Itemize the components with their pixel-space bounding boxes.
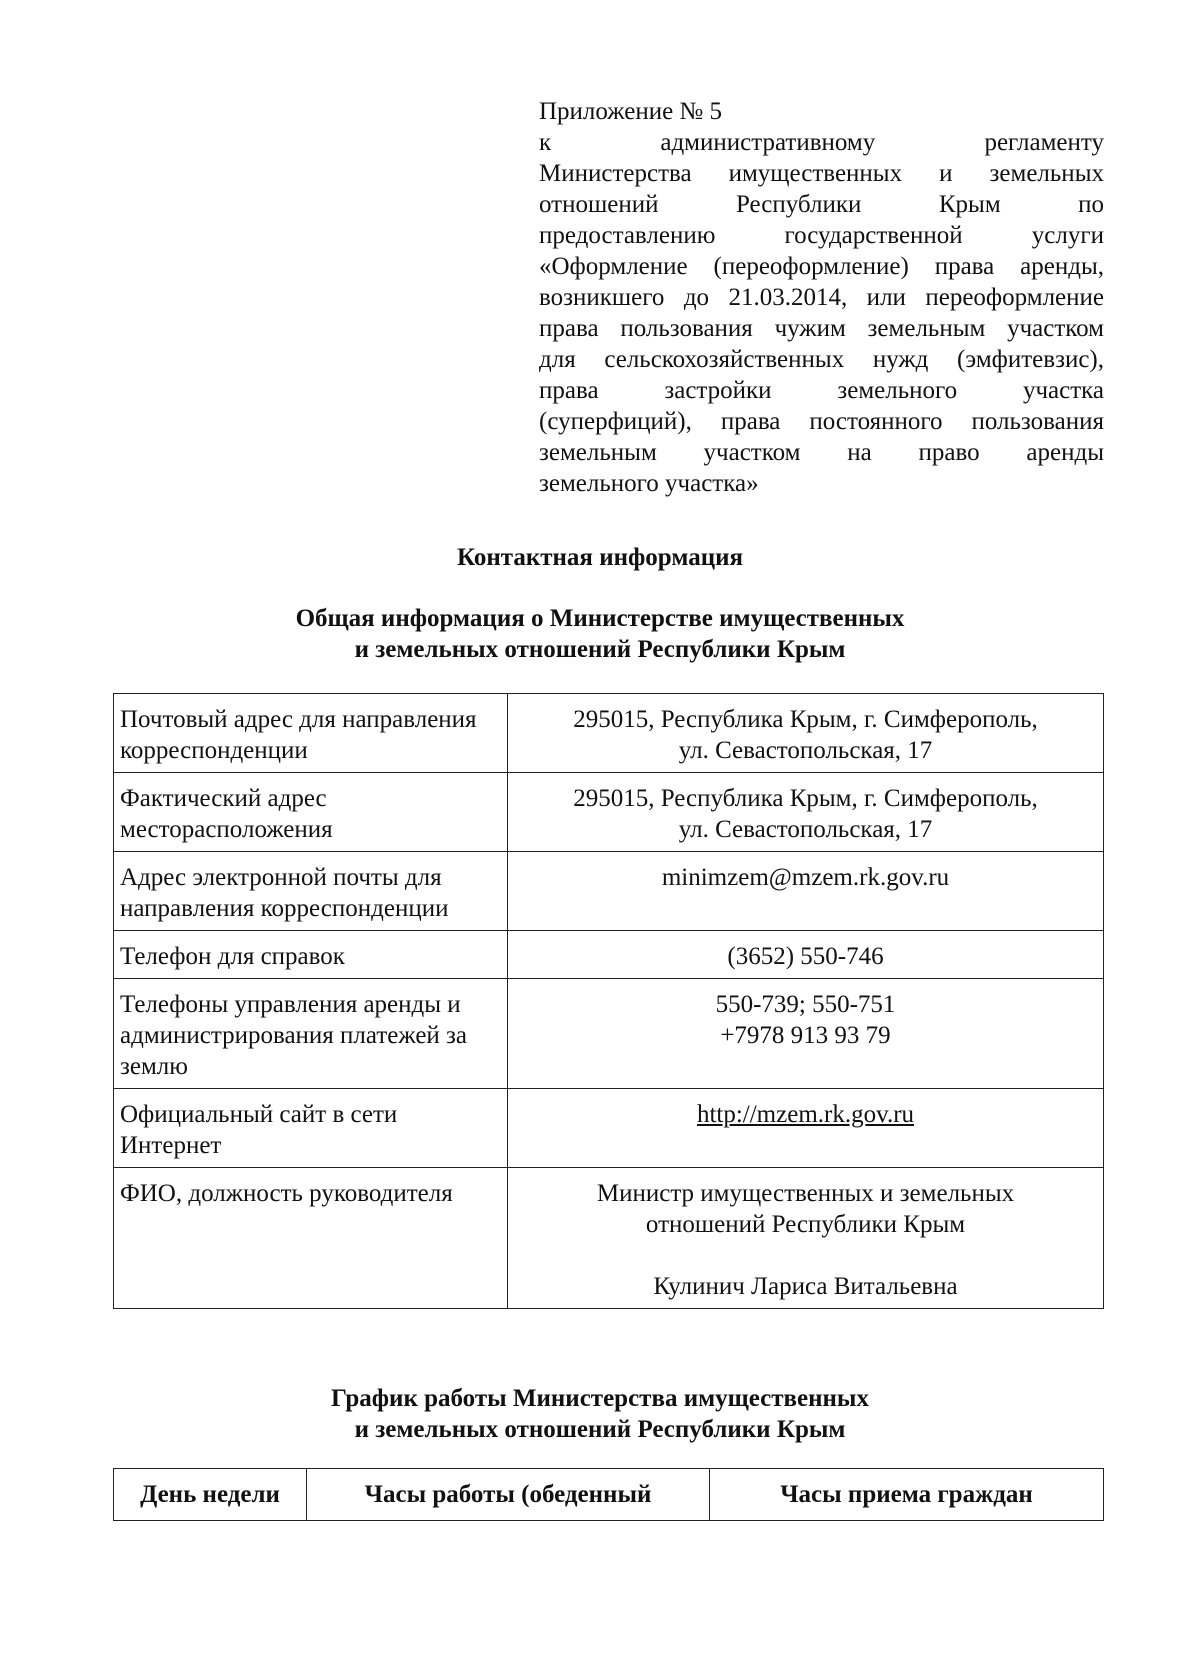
head-position-line: отношений Республики Крым [645, 1211, 966, 1238]
schedule-heading [0, 1383, 1200, 1445]
appendix-line: Министерства имущественных и земельных [539, 160, 1104, 187]
table-header-row [114, 1469, 1104, 1521]
row-label: Почтовый адрес для направления корреспонденции [114, 694, 508, 773]
row-value [508, 852, 1104, 931]
contact-info-heading: Контактная информация [456, 544, 744, 571]
row-label: Телефон для справок [114, 931, 508, 979]
general-info-heading-line2: и земельных отношений Республики Крым [354, 636, 846, 663]
postal-address-line: ул. Севастопольская, 17 [678, 737, 933, 764]
schedule-table [113, 1468, 1104, 1521]
table-row [114, 852, 1104, 931]
phone-value: 550-739; 550-751 [715, 991, 896, 1018]
spacer [514, 1240, 1097, 1271]
phone-value: (3652) 550-746 [727, 943, 884, 970]
table-row [114, 1089, 1104, 1168]
appendix-line: предоставлению государственной услуги [539, 222, 1104, 249]
email-value: minimzem@mzem.rk.gov.ru [661, 864, 950, 891]
actual-address-line: 295015, Республика Крым, г. Симферополь, [573, 785, 1038, 812]
row-value [508, 979, 1104, 1089]
appendix-line: к административному регламенту [539, 129, 1104, 156]
row-value [508, 1168, 1104, 1309]
row-value [508, 931, 1104, 979]
table-row [114, 773, 1104, 852]
row-value [508, 773, 1104, 852]
column-header-work-hours: Часы работы (обеденный [307, 1469, 710, 1521]
general-info-heading-line1: Общая информация о Министерстве имущественных [295, 605, 905, 632]
appendix-line: земельным участком на право аренды [539, 439, 1104, 466]
appendix-line: (суперфиций), права постоянного пользования [539, 408, 1104, 435]
appendix-title: Приложение № 5 [539, 98, 723, 125]
head-name: Кулинич Лариса Витальевна [653, 1273, 958, 1300]
row-label: Адрес электронной почты для направления корреспонденции [114, 852, 508, 931]
table-row [114, 979, 1104, 1089]
appendix-line: права застройки земельного участка [539, 377, 1104, 404]
table-row [114, 931, 1104, 979]
row-value [508, 1089, 1104, 1168]
appendix-line: для сельскохозяйственных нужд (эмфитевзис), [539, 346, 1104, 373]
appendix-header [539, 96, 1104, 499]
appendix-line: отношений Республики Крым по [539, 191, 1104, 218]
column-header-weekday: День недели [114, 1469, 307, 1521]
appendix-line: права пользования чужим земельным участком [539, 315, 1104, 342]
postal-address-line: 295015, Республика Крым, г. Симферополь, [573, 706, 1038, 733]
row-value [508, 694, 1104, 773]
appendix-line: возникшего до 21.03.2014, или переоформление [539, 284, 1104, 311]
website-link[interactable]: http://mzem.rk.gov.ru [696, 1101, 915, 1128]
appendix-line: «Оформление (переоформление) права аренды, [539, 253, 1104, 280]
schedule-heading-line1: График работы Министерства имущественных [331, 1385, 869, 1412]
schedule-heading-line2: и земельных отношений Республики Крым [354, 1416, 846, 1443]
row-label: Официальный сайт в сети Интернет [114, 1089, 508, 1168]
appendix-line-last: земельного участка» [539, 470, 759, 497]
contact-info-table [113, 693, 1104, 1309]
phone-value: +7978 913 93 79 [720, 1022, 891, 1049]
column-header-reception-hours: Часы приема граждан [710, 1469, 1104, 1521]
table-row [114, 1168, 1104, 1309]
table-row [114, 694, 1104, 773]
general-info-heading [0, 603, 1200, 665]
row-label: Телефоны управления аренды и администрирования платежей за землю [114, 979, 508, 1089]
row-label: Фактический адрес месторасположения [114, 773, 508, 852]
row-label: ФИО, должность руководителя [114, 1168, 508, 1309]
actual-address-line: ул. Севастопольская, 17 [678, 816, 933, 843]
head-position-line: Министр имущественных и земельных [596, 1180, 1015, 1207]
